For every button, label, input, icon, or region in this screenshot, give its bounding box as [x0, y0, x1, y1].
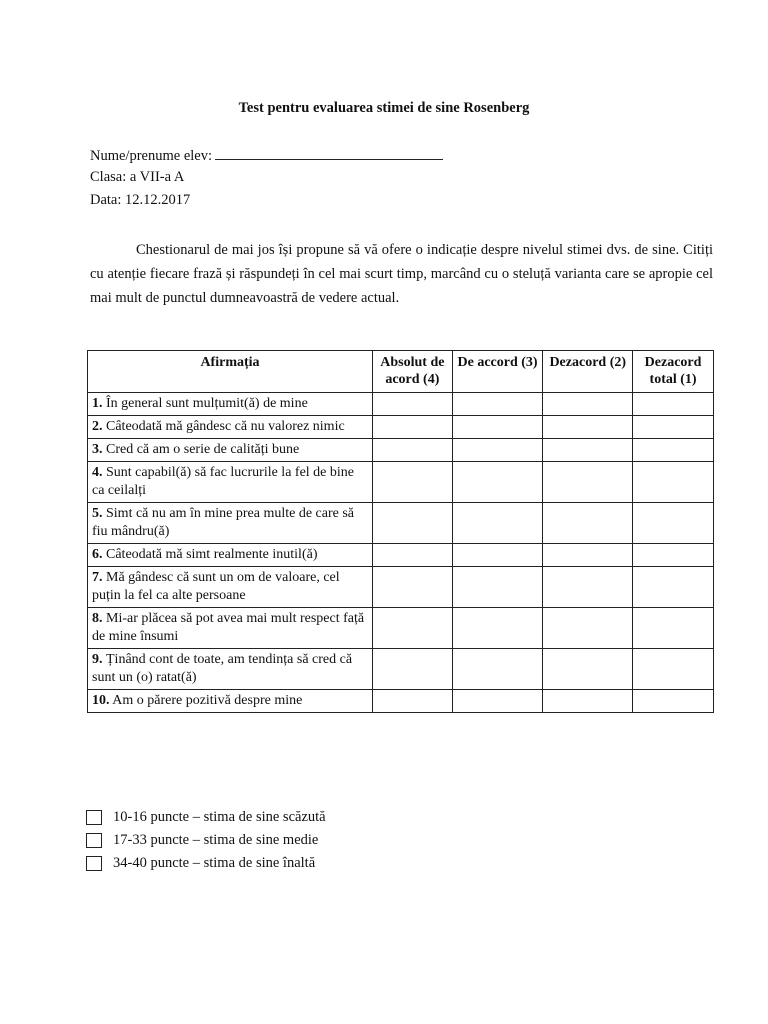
statement-number: 4. — [92, 465, 103, 480]
statement-number: 2. — [92, 419, 103, 434]
intro-paragraph: Chestionarul de mai jos își propune să vă ofere o indicație despre nivelul stimei dvs. de sine. Citiți cu atenție fiecare frază și răspundeți în cel mai scurt timp, marcând cu o steluță varianta care se apropie cel mai mult de punctul dumneavoastră de vedere actual. — [90, 242, 713, 306]
answer-cell[interactable] — [452, 439, 543, 462]
statement-number: 6. — [92, 547, 103, 562]
statement-text: Cred că am o serie de calități bune — [102, 442, 300, 457]
answer-cell[interactable] — [633, 393, 714, 416]
table-row — [88, 503, 714, 544]
answer-cell[interactable] — [633, 608, 714, 649]
scoring-label: 34-40 puncte – stima de sine înaltă — [113, 855, 316, 871]
answer-cell[interactable] — [633, 503, 714, 544]
answer-cell[interactable] — [633, 690, 714, 713]
scoring-label: 17-33 puncte – stima de sine medie — [113, 832, 319, 848]
answer-cell[interactable] — [452, 690, 543, 713]
statement-text: Am o părere pozitivă despre mine — [109, 693, 303, 708]
header-disagree: Dezacord (2) — [543, 351, 633, 393]
checkbox[interactable] — [86, 833, 102, 848]
table-row — [88, 462, 714, 503]
answer-cell[interactable] — [372, 462, 452, 503]
answer-cell[interactable] — [633, 462, 714, 503]
scoring-label: 10-16 puncte – stima de sine scăzută — [113, 809, 326, 825]
statement-number: 3. — [92, 442, 103, 457]
answer-cell[interactable] — [372, 608, 452, 649]
statement-cell — [88, 649, 373, 690]
statement-text: Câteodată mă gândesc că nu valorez nimic — [102, 419, 345, 434]
answer-cell[interactable] — [543, 462, 633, 503]
answer-cell[interactable] — [452, 393, 543, 416]
checkbox[interactable] — [86, 856, 102, 871]
table-row — [88, 690, 714, 713]
questionnaire-table — [87, 350, 714, 713]
statement-cell — [88, 439, 373, 462]
header-statement: Afirmația — [88, 351, 373, 393]
answer-cell[interactable] — [543, 393, 633, 416]
answer-cell[interactable] — [452, 462, 543, 503]
statement-text: Mi-ar plăcea să pot avea mai mult respect față de mine însumi — [92, 611, 365, 644]
table-row — [88, 567, 714, 608]
statement-text: Câteodată mă simt realmente inutil(ă) — [102, 547, 318, 562]
statement-text: Ținând cont de toate, am tendința să cred că sunt un (o) ratat(ă) — [92, 652, 353, 685]
statement-cell — [88, 567, 373, 608]
answer-cell[interactable] — [633, 416, 714, 439]
statement-text: Mă gândesc că sunt un om de valoare, cel puțin la fel ca alte persoane — [92, 570, 340, 603]
answer-cell[interactable] — [633, 649, 714, 690]
statement-cell — [88, 503, 373, 544]
header-strongly-disagree: Dezacord total (1) — [633, 351, 714, 393]
statement-cell — [88, 544, 373, 567]
answer-cell[interactable] — [372, 649, 452, 690]
answer-cell[interactable] — [543, 608, 633, 649]
answer-cell[interactable] — [452, 649, 543, 690]
answer-cell[interactable] — [543, 690, 633, 713]
answer-cell[interactable] — [452, 416, 543, 439]
answer-cell[interactable] — [372, 544, 452, 567]
name-blank-line[interactable] — [215, 146, 443, 160]
statement-text: Simt că nu am în mine prea multe de care să fiu mândru(ă) — [92, 506, 355, 539]
name-label: Nume/prenume elev: — [90, 148, 212, 164]
statement-cell — [88, 393, 373, 416]
statement-number: 10. — [92, 693, 110, 708]
checkbox[interactable] — [86, 810, 102, 825]
table-row — [88, 416, 714, 439]
class-field: Clasa: a VII-a A — [90, 169, 185, 185]
answer-cell[interactable] — [543, 503, 633, 544]
scoring-option-low — [86, 806, 326, 829]
answer-cell[interactable] — [372, 567, 452, 608]
answer-cell[interactable] — [372, 393, 452, 416]
date-field: Data: 12.12.2017 — [90, 192, 191, 208]
answer-cell[interactable] — [372, 503, 452, 544]
statement-cell — [88, 608, 373, 649]
table-header-row — [88, 351, 714, 393]
header-agree: De accord (3) — [452, 351, 543, 393]
scoring-option-medium — [86, 829, 326, 852]
page-title: Test pentru evaluarea stimei de sine Rosenberg — [238, 100, 530, 116]
answer-cell[interactable] — [452, 567, 543, 608]
statement-number: 7. — [92, 570, 103, 585]
answer-cell[interactable] — [372, 416, 452, 439]
answer-cell[interactable] — [633, 567, 714, 608]
statement-cell — [88, 416, 373, 439]
statement-number: 1. — [92, 396, 103, 411]
answer-cell[interactable] — [543, 649, 633, 690]
answer-cell[interactable] — [543, 439, 633, 462]
answer-cell[interactable] — [543, 544, 633, 567]
scoring-option-high — [86, 852, 326, 875]
statement-text: Sunt capabil(ă) să fac lucrurile la fel de bine ca ceilalți — [92, 465, 354, 498]
answer-cell[interactable] — [633, 439, 714, 462]
answer-cell[interactable] — [372, 439, 452, 462]
header-strongly-agree: Absolut de acord (4) — [372, 351, 452, 393]
answer-cell[interactable] — [452, 544, 543, 567]
statement-cell — [88, 690, 373, 713]
table-row — [88, 393, 714, 416]
answer-cell[interactable] — [452, 608, 543, 649]
scoring-legend — [86, 806, 326, 875]
statement-text: În general sunt mulțumit(ă) de mine — [102, 396, 308, 411]
table-row — [88, 608, 714, 649]
answer-cell[interactable] — [633, 544, 714, 567]
statement-cell — [88, 462, 373, 503]
statement-number: 9. — [92, 652, 103, 667]
answer-cell[interactable] — [543, 567, 633, 608]
table-row — [88, 649, 714, 690]
statement-number: 5. — [92, 506, 103, 521]
answer-cell[interactable] — [452, 503, 543, 544]
statement-number: 8. — [92, 611, 103, 626]
table-row — [88, 439, 714, 462]
answer-cell[interactable] — [543, 416, 633, 439]
name-field — [90, 146, 443, 165]
answer-cell[interactable] — [372, 690, 452, 713]
table-row — [88, 544, 714, 567]
